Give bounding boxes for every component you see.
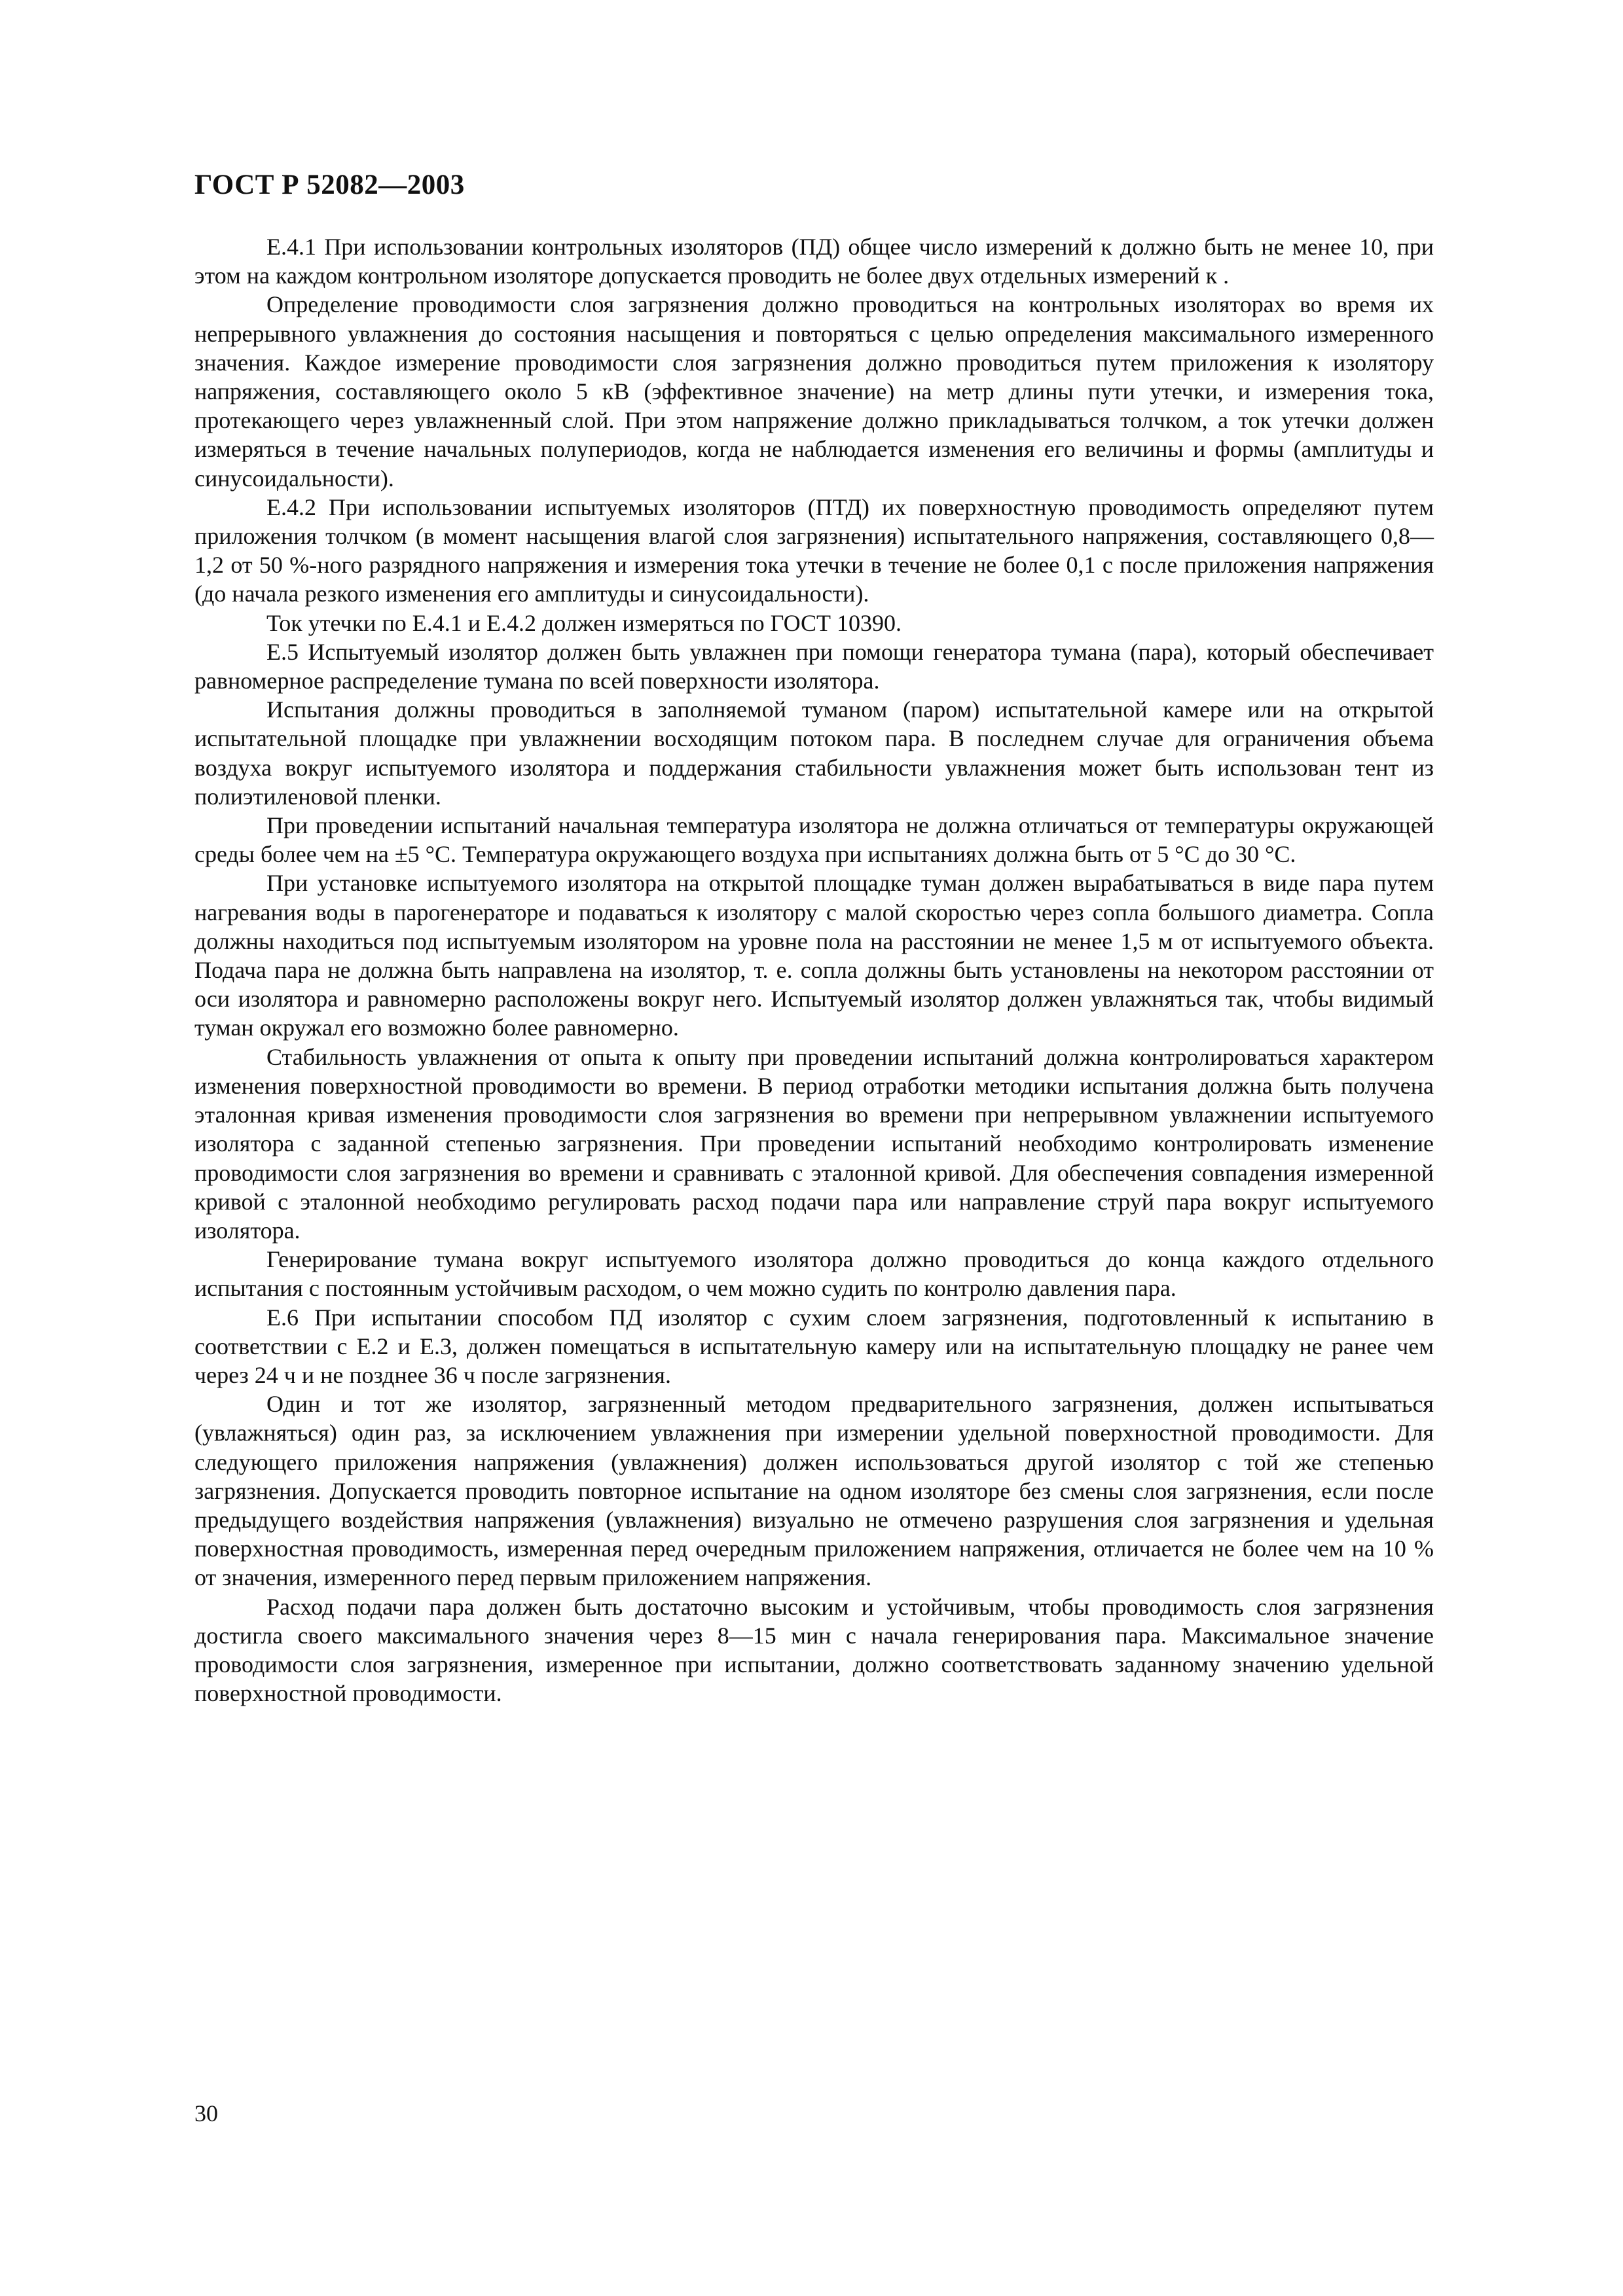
paragraph: Стабильность увлажнения от опыта к опыту при проведении испытаний должна контролироваться характером изменения поверхностной проводимости во времени. В период отработки методики испытания должна быть получена эталонная кривая изменения проводимости слоя загрязнения во времени при непрерывном увлажнении испытуемого изолятора с заданной степенью загрязнения. При проведении испытаний необходимо контролировать изменение проводимости слоя загрязнения во времени и сравнивать с эталонной кривой. Для обеспечения совпадения измеренной кривой с эталонной необходимо регулировать расход подачи пара или направление струй пара вокруг испытуемого изолятора. [194,1043,1434,1244]
paragraph: При установке испытуемого изолятора на открытой площадке туман должен вырабатываться в виде пара путем нагревания воды в парогенераторе и подаваться к изолятору с малой скоростью через сопла большого диаметра. Сопла должны находиться под испытуемым изолятором на уровне пола на расстоянии не менее 1,5 м от испытуемого объекта. Подача пара не должна быть направлена на изолятор, т. е. сопла должны быть установлены на некотором расстоянии от оси изолятора и равномерно расположены вокруг него. Испытуемый изолятор должен увлажняться так, чтобы видимый туман окружал его возможно более равномерно. [194,870,1434,1041]
paragraph: Расход подачи пара должен быть достаточно высоким и устойчивым, чтобы проводимость слоя загрязнения достигла своего максимального значения через 8—15 мин с начала генерирования пара. Максимальное значение проводимости слоя загрязнения, измеренное при испытании, должно соответствовать заданному значению удельной поверхностной проводимости. [194,1593,1434,1707]
page-number: 30 [194,2100,218,2126]
paragraph: Один и тот же изолятор, загрязненный методом предварительного загрязнения, должен испытываться (увлажняться) один раз, за исключением увлажнения при измерении удельной поверхностной проводимости. Для следующего приложения напряжения (увлажнения) должен использоваться другой изолятор с той же степенью загрязнения. Допускается проводить повторное испытание на одном изоляторе без смены слоя загрязнения, если после предыдущего воздействия напряжения (увлажнения) визуально не отмечено разрушения слоя загрязнения и удельная поверхностная проводимость, измеренная перед очередным приложением напряжения, отличается не более чем на 10 % от значения, измеренного перед первым приложением напряжения. [194,1391,1434,1591]
document-header: ГОСТ Р 52082—2003 [194,170,465,200]
paragraph-e41: Е.4.1 При использовании контрольных изоляторов (ПД) общее число измерений к должно быть не менее 10, при этом на каждом контрольном изоляторе допускается проводить не более двух отдельных измерений к . [194,234,1434,289]
paragraph: Генерирование тумана вокруг испытуемого изолятора должно проводиться до конца каждого отдельного испытания с постоянным устойчивым расходом, о чем можно судить по контролю давления пара. [194,1246,1434,1302]
paragraph: Определение проводимости слоя загрязнения должно проводиться на контрольных изоляторах во время их непрерывного увлажнения до состояния насыщения и повторяться с целью определения максимального измеренного значения. Каждое измерение проводимости слоя загрязнения должно проводиться путем приложения к изолятору напряжения, составляющего около 5 кВ (эффективное значение) на метр длины пути утечки, и измерения тока, протекающего через увлажненный слой. При этом напряжение должно прикладываться толчком, а ток утечки должен измеряться в течение начальных полупериодов, когда не наблюдается изменения его величины и формы (амплитуды и синусоидальности). [194,291,1434,492]
paragraph-e42: Е.4.2 При использовании испытуемых изоляторов (ПТД) их поверхностную проводимость определяют путем приложения толчком (в момент насыщения влагой слоя загрязнения) испытательного напряжения, составляющего 0,8—1,2 от 50 %-ного разрядного напряжения и измерения тока утечки в течение не более 0,1 с после приложения напряжения (до начала резкого изменения его амплитуды и синусоидальности). [194,493,1434,607]
paragraph: Ток утечки по Е.4.1 и Е.4.2 должен измеряться по ГОСТ 10390. [266,609,902,636]
body-text [194,232,1434,1708]
paragraph: Испытания должны проводиться в заполняемой туманом (паром) испытательной камере или на открытой испытательной площадке при увлажнении восходящим потоком пара. В последнем случае для ограничения объема воздуха вокруг испытуемого изолятора и поддержания стабильности увлажнения может быть использован тент из полиэтиленовой пленки. [194,696,1434,810]
paragraph-e5: Е.5 Испытуемый изолятор должен быть увлажнен при помощи генератора тумана (пара), который обеспечивает равномерное распределение тумана по всей поверхности изолятора. [194,638,1434,694]
paragraph: При проведении испытаний начальная температура изолятора не должна отличаться от температуры окружающей среды более чем на ±5 °С. Температура окружающего воздуха при испытаниях должна быть от 5 °С до 30 °С. [194,812,1434,868]
paragraph-e6: Е.6 При испытании способом ПД изолятор с сухим слоем загрязнения, подготовленный к испытанию в соответствии с Е.2 и Е.3, должен помещаться в испытательную камеру или на испытательную площадку не ранее чем через 24 ч и не позднее 36 ч после загрязнения. [194,1304,1434,1388]
